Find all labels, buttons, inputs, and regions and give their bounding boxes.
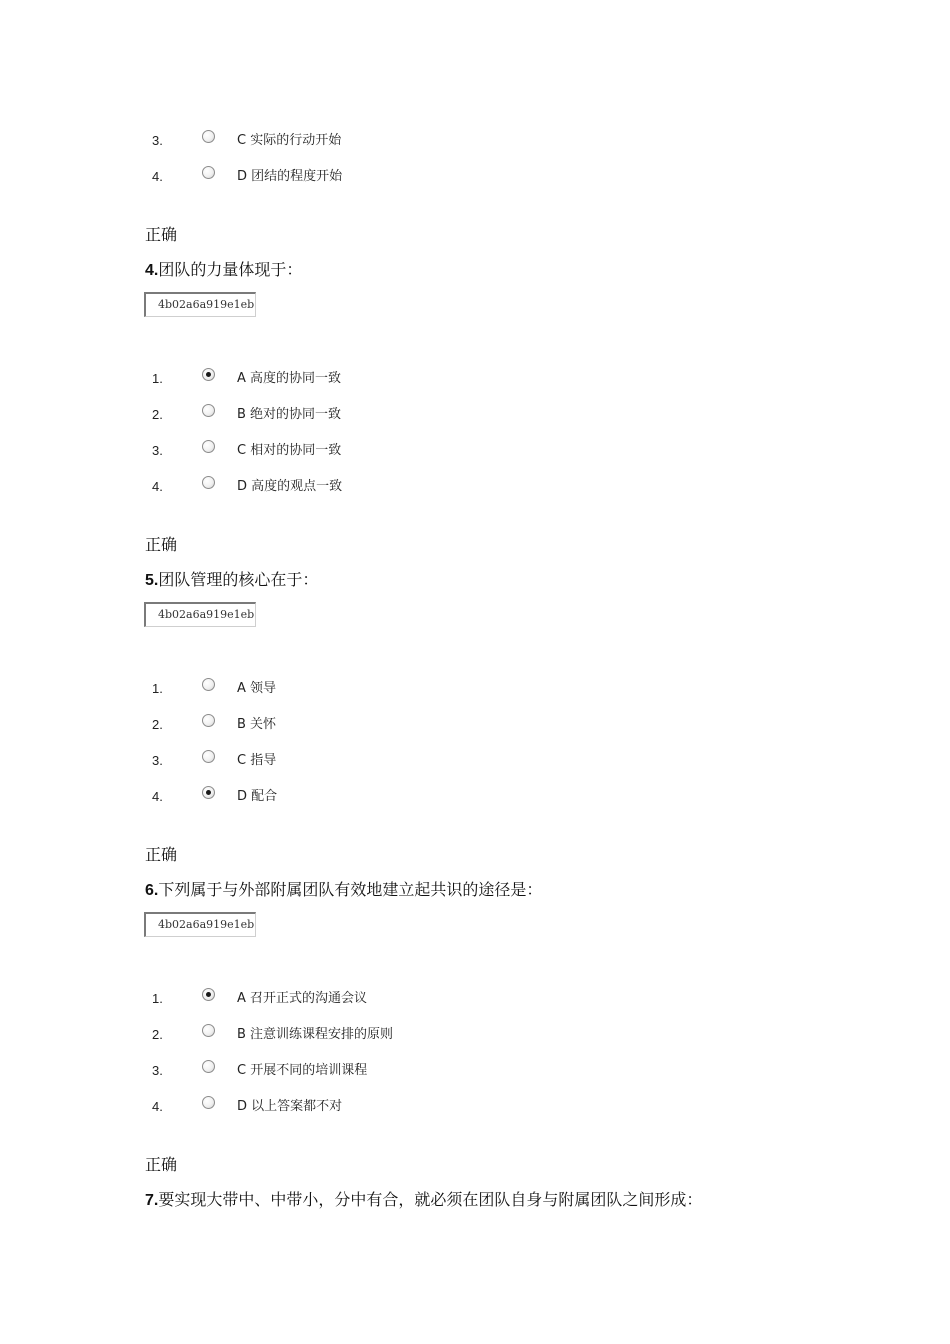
- question-text: 下列属于与外部附属团队有效地建立起共识的途径是：: [158, 880, 543, 899]
- question-code-field-q4[interactable]: 4b02a6a919e1eb: [144, 292, 256, 317]
- option-number: 4.: [152, 479, 163, 494]
- option-row-q6-1[interactable]: [0, 988, 950, 1012]
- option-number: 3.: [152, 443, 163, 458]
- option-label: C 实际的行动开始: [237, 133, 342, 148]
- question-text: 团队管理的核心在于：: [158, 570, 319, 589]
- option-number: 3.: [152, 1063, 163, 1078]
- option-label: D 团结的程度开始: [237, 169, 343, 184]
- option-row-q5-4[interactable]: [0, 786, 950, 810]
- option-number: 1.: [152, 681, 163, 696]
- answer-status-q6: 正确: [145, 1155, 178, 1174]
- radio-selected-dot: [206, 372, 211, 377]
- question-code-field-q6[interactable]: 4b02a6a919e1eb: [144, 912, 256, 937]
- radio-button-q4-a[interactable]: [202, 368, 215, 381]
- question-number: 7.: [145, 1192, 159, 1209]
- option-number: 4.: [152, 789, 163, 804]
- radio-button-q6-b[interactable]: [202, 1024, 215, 1037]
- question-number: 6.: [145, 882, 159, 899]
- radio-button-q5-d[interactable]: [202, 786, 215, 799]
- option-row-q4-3[interactable]: [0, 440, 950, 464]
- option-label: A 高度的协同一致: [237, 371, 342, 386]
- radio-selected-dot: [206, 992, 211, 997]
- option-row-q6-3[interactable]: [0, 1060, 950, 1084]
- option-label: A 召开正式的沟通会议: [237, 991, 368, 1006]
- option-row-q5-2[interactable]: [0, 714, 950, 738]
- option-row-q5-1[interactable]: [0, 678, 950, 702]
- option-number: 3.: [152, 133, 163, 148]
- option-row-q6-2[interactable]: [0, 1024, 950, 1048]
- radio-button-q6-d[interactable]: [202, 1096, 215, 1109]
- question-title-q4: [145, 260, 302, 281]
- radio-button-q4-c[interactable]: [202, 440, 215, 453]
- option-row-q4-1[interactable]: [0, 368, 950, 392]
- option-label: D 高度的观点一致: [237, 479, 343, 494]
- radio-button-q4-b[interactable]: [202, 404, 215, 417]
- option-row-q6-4[interactable]: [0, 1096, 950, 1120]
- radio-selected-dot: [206, 790, 211, 795]
- option-number: 3.: [152, 753, 163, 768]
- option-number: 1.: [152, 991, 163, 1006]
- option-row-q3-3[interactable]: [0, 130, 950, 154]
- radio-button-q5-c[interactable]: [202, 750, 215, 763]
- option-label: D 以上答案都不对: [237, 1099, 343, 1114]
- option-label: B 注意训练课程安排的原则: [237, 1027, 394, 1042]
- question-text: 团队的力量体现于：: [158, 260, 303, 279]
- option-number: 2.: [152, 407, 163, 422]
- option-label: C 相对的协同一致: [237, 443, 342, 458]
- option-label: B 关怀: [237, 717, 277, 732]
- option-number: 2.: [152, 1027, 163, 1042]
- question-code-field-q5[interactable]: 4b02a6a919e1eb: [144, 602, 256, 627]
- radio-button-q6-a[interactable]: [202, 988, 215, 1001]
- question-text: 要实现大带中、中带小，分中有合，就必须在团队自身与附属团队之间形成：: [158, 1190, 703, 1209]
- option-label: B 绝对的协同一致: [237, 407, 342, 422]
- option-label: A 领导: [237, 681, 277, 696]
- question-number: 5.: [145, 572, 159, 589]
- option-row-q3-4[interactable]: [0, 166, 950, 190]
- radio-button-q5-a[interactable]: [202, 678, 215, 691]
- radio-button-q6-c[interactable]: [202, 1060, 215, 1073]
- answer-status-q4: 正确: [145, 535, 178, 554]
- option-number: 4.: [152, 169, 163, 184]
- option-row-q5-3[interactable]: [0, 750, 950, 774]
- radio-button-q5-b[interactable]: [202, 714, 215, 727]
- answer-status-q3: 正确: [145, 225, 178, 244]
- option-row-q4-2[interactable]: [0, 404, 950, 428]
- question-title-q7: [145, 1190, 702, 1211]
- option-number: 1.: [152, 371, 163, 386]
- answer-status-q5: 正确: [145, 845, 178, 864]
- radio-button-q3-d[interactable]: [202, 166, 215, 179]
- option-label: C 指导: [237, 753, 277, 768]
- question-title-q5: [145, 570, 318, 591]
- question-number: 4.: [145, 262, 159, 279]
- option-row-q4-4[interactable]: [0, 476, 950, 500]
- radio-button-q3-c[interactable]: [202, 130, 215, 143]
- option-number: 4.: [152, 1099, 163, 1114]
- option-label: C 开展不同的培训课程: [237, 1063, 368, 1078]
- option-number: 2.: [152, 717, 163, 732]
- radio-button-q4-d[interactable]: [202, 476, 215, 489]
- option-label: D 配合: [237, 789, 278, 804]
- question-title-q6: [145, 880, 542, 901]
